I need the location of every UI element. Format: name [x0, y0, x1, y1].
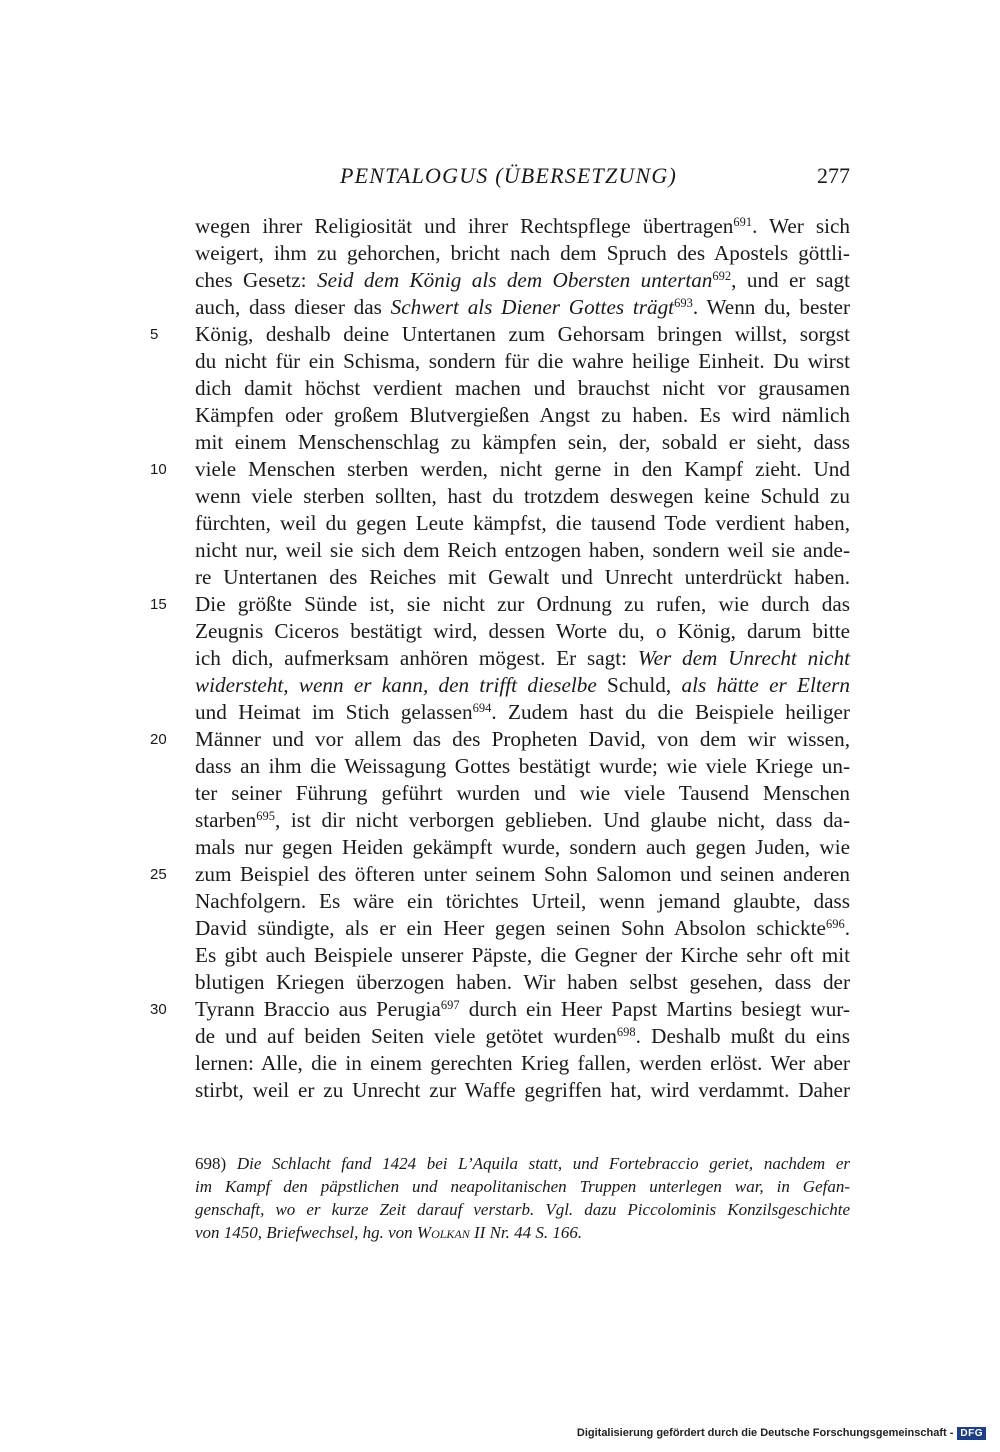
text-line [195, 672, 850, 699]
text-segment: Wer dem Unrecht nicht [637, 646, 850, 670]
text-line [195, 402, 850, 429]
text-segment: Schuld, [596, 673, 682, 697]
text-segment: ter seiner Führung geführt wurden und wie viele Tausend Menschen [195, 781, 850, 805]
text-segment: wenn viele sterben sollten, hast du trotzdem deswegen keine Schuld zu [195, 484, 850, 508]
footnote-ref: 691 [733, 215, 753, 229]
text-line [195, 1050, 850, 1077]
footnote-ref: 694 [472, 701, 492, 715]
text-line [195, 807, 850, 834]
text-line [195, 861, 850, 888]
text-line [195, 1023, 850, 1050]
text-segment: ches Gesetz: [195, 268, 317, 292]
text-line [195, 888, 850, 915]
text-segment: . [844, 916, 850, 940]
text-segment: durch ein Heer Papst Martins besiegt wur- [459, 997, 850, 1021]
text-line [195, 456, 850, 483]
text-segment: , ist dir nicht verborgen geblieben. Und glaube nicht, dass da- [274, 808, 850, 832]
text-line [195, 726, 850, 753]
text-segment: viele Menschen sterben werden, nicht gerne in den Kampf zieht. Und [195, 457, 850, 481]
line-number: 15 [150, 596, 167, 613]
text-line [195, 348, 850, 375]
text-segment: du nicht für ein Schisma, sondern für die wahre heilige Einheit. Du wirst [195, 349, 850, 373]
text-segment: lernen: Alle, die in einem gerechten Krieg fallen, werden erlöst. Wer aber [195, 1051, 850, 1075]
footnote-line [195, 1198, 850, 1221]
text-line [195, 915, 850, 942]
text-line [195, 834, 850, 861]
text-segment: Nachfolgern. Es wäre ein törichtes Urteil, wenn jemand glaubte, dass [195, 889, 850, 913]
footnote-line [195, 1152, 850, 1175]
text-segment: Schwert als Diener Gottes trägt [390, 295, 675, 319]
text-segment: nicht nur, weil sie sich dem Reich entzogen haben, sondern weil sie ande- [195, 538, 850, 562]
text-line [195, 1077, 850, 1104]
text-line [195, 537, 850, 564]
dfg-logo-icon: DFG [957, 1427, 986, 1440]
text-segment: . Deshalb mußt du eins [635, 1024, 850, 1048]
running-header [195, 163, 850, 193]
text-segment: Es gibt auch Beispiele unserer Päpste, die Gegner der Kirche sehr oft mit [195, 943, 850, 967]
footnote-number: 698) [195, 1154, 227, 1173]
text-line [195, 564, 850, 591]
text-line [195, 591, 850, 618]
line-number: 25 [150, 866, 167, 883]
text-segment: mit einem Menschenschlag zu kämpfen sein, der, sobald er sieht, dass [195, 430, 850, 454]
text-segment: . Wenn du, bester [692, 295, 850, 319]
digitization-notice [577, 1424, 986, 1442]
text-segment: Männer und vor allem das des Propheten David, von dem wir wissen, [195, 727, 850, 751]
text-segment: wegen ihrer Religiosität und ihrer Rechtspflege übertragen [195, 214, 734, 238]
text-segment: , und er sagt [731, 268, 850, 292]
text-line [195, 996, 850, 1023]
text-segment: re Untertanen des Reiches mit Gewalt und Unrecht unterdrückt haben. [195, 565, 850, 589]
footnote-ref: 696 [825, 917, 845, 931]
footnote-ref: 693 [674, 296, 693, 310]
text-segment: ich dich, aufmerksam anhören mögest. Er sagt: [195, 646, 638, 670]
text-segment: blutigen Kriegen überzogen haben. Wir haben selbst gesehen, dass der [195, 970, 850, 994]
text-segment: als hätte er Eltern [681, 673, 850, 697]
text-segment: widersteht, wenn er kann, den trifft dieselbe [195, 673, 597, 697]
footnote-segment: II Nr. 44 S. 166. [469, 1223, 583, 1242]
text-line [195, 780, 850, 807]
text-line [195, 375, 850, 402]
running-title: PENTALOGUS (ÜBERSETZUNG) [340, 163, 678, 188]
line-number: 5 [150, 326, 159, 343]
text-segment: stirbt, weil er zu Unrecht zur Waffe gegriffen hat, wird verdammt. Daher [195, 1078, 850, 1102]
text-segment: und Heimat im Stich gelassen [195, 700, 473, 724]
line-number: 20 [150, 731, 167, 748]
footnote-segment: Die Schlacht fand 1424 bei L’Aquila statt, und Fortebraccio geriet, nachdem er [226, 1154, 850, 1173]
text-line [195, 753, 850, 780]
text-segment: Die größte Sünde ist, sie nicht zur Ordnung zu rufen, wie durch das [195, 592, 850, 616]
text-segment: dich damit höchst verdient machen und brauchst nicht vor grausamen [195, 376, 850, 400]
footnote-line [195, 1221, 850, 1244]
footnote-segment: Wolkan [416, 1223, 470, 1242]
line-number: 10 [150, 461, 167, 478]
text-segment: Zeugnis Ciceros bestätigt wird, dessen Worte du, o König, darum bitte [195, 619, 850, 643]
text-line [195, 942, 850, 969]
line-number: 30 [150, 1001, 167, 1018]
text-segment: Tyrann Braccio aus Perugia [195, 997, 441, 1021]
text-line [195, 294, 850, 321]
footnote-segment: genschaft, wo er kurze Zeit darauf verstarb. Vgl. dazu Piccolominis Konzilsgeschichte [195, 1200, 850, 1219]
text-segment: starben [195, 808, 257, 832]
text-segment: mals nur gegen Heiden gekämpft wurde, sondern auch gegen Juden, wie [195, 835, 850, 859]
text-segment: König, deshalb deine Untertanen zum Gehorsam bringen willst, sorgst [195, 322, 850, 346]
text-segment: zum Beispiel des öfteren unter seinem Sohn Salomon und seinen anderen [195, 862, 850, 886]
text-line [195, 240, 850, 267]
text-line [195, 213, 850, 240]
footnote-line [195, 1175, 850, 1198]
text-line [195, 645, 850, 672]
text-line [195, 483, 850, 510]
text-line [195, 618, 850, 645]
text-segment: auch, dass dieser das [195, 295, 391, 319]
text-line [195, 429, 850, 456]
text-segment: Seid dem König als dem Obersten untertan [316, 268, 713, 292]
text-line [195, 699, 850, 726]
page-number: 277 [817, 163, 850, 188]
text-segment: dass an ihm die Weissagung Gottes bestätigt wurde; wie viele Kriege un- [195, 754, 850, 778]
text-segment: fürchten, weil du gegen Leute kämpfst, die tausend Tode verdient haben, [195, 511, 850, 535]
text-line [195, 267, 850, 294]
footnote-ref: 695 [256, 809, 275, 823]
footnote-ref: 692 [712, 269, 732, 283]
text-segment: Kämpfen oder großem Blutvergießen Angst zu haben. Es wird nämlich [195, 403, 850, 427]
text-line [195, 969, 850, 996]
text-segment: . Zudem hast du die Beispiele heiliger [491, 700, 850, 724]
text-segment: de und auf beiden Seiten viele getötet wurden [195, 1024, 617, 1048]
text-segment: David sündigte, als er ein Heer gegen seinen Sohn Absolon schickte [195, 916, 826, 940]
footnote-segment: im Kampf den päpstlichen und neapolitanischen Truppen unterlegen war, in Gefan- [195, 1177, 850, 1196]
text-line [195, 510, 850, 537]
footnote-ref: 698 [616, 1025, 636, 1039]
text-segment: weigert, ihm zu gehorchen, bricht nach dem Spruch des Apostels göttli- [195, 241, 850, 265]
text-segment: . Wer sich [752, 214, 850, 238]
digitization-notice-text: Digitalisierung gefördert durch die Deutsche Forschungsgemeinschaft - [576, 1427, 954, 1439]
footnote-segment: von 1450, Briefwechsel, hg. von [195, 1223, 417, 1242]
footnote-ref: 697 [440, 998, 460, 1012]
text-line [195, 321, 850, 348]
